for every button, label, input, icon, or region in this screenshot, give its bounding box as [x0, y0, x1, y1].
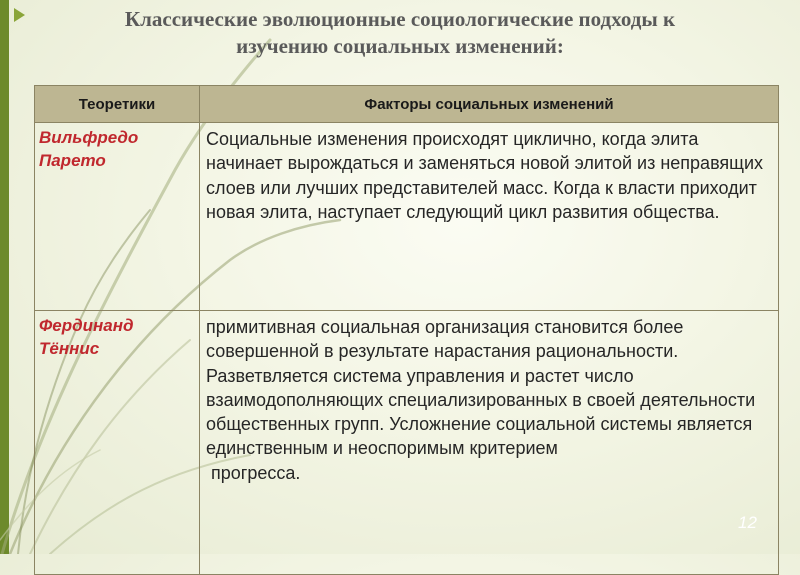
header-factors: Факторы социальных изменений — [200, 86, 779, 123]
theorist-name-pareto: Вильфредо Парето — [35, 123, 200, 311]
slide-title — [40, 6, 760, 60]
factor-text-tonnies — [200, 311, 779, 575]
table-row — [35, 123, 779, 311]
factor-text-tonnies-last: прогресса. — [206, 462, 301, 483]
factor-text-pareto: Социальные изменения происходят циклично, когда элита начинает вырождаться и заменяться новой элитой из неправящих слоев или лучших представителей масс. Когда к власти приходит новая элита, наступает следующий цикл развития общества. — [200, 123, 779, 311]
title-line-2: изучению социальных изменений: — [236, 34, 564, 58]
title-line-1: Классические эволюционные социологические подходы к — [124, 7, 676, 31]
page-number: 12 — [738, 513, 757, 532]
factor-text-tonnies-main: примитивная социальная организация становится более совершенной в результате нарастания рациональности. Разветвляется система управления и растет число взаимодополняющих специализированных в своей деятельности общественных групп. Усложнение социальной системы является единственным и неоспоримым критерием — [206, 317, 756, 459]
table-header-row — [35, 86, 779, 123]
table-row — [35, 311, 779, 575]
theorist-name-tonnies: Фердинанд Тённис — [35, 311, 200, 575]
theorists-table — [34, 85, 779, 575]
header-theorists: Теоретики — [35, 86, 200, 123]
triangle-bullet-icon — [14, 8, 25, 22]
